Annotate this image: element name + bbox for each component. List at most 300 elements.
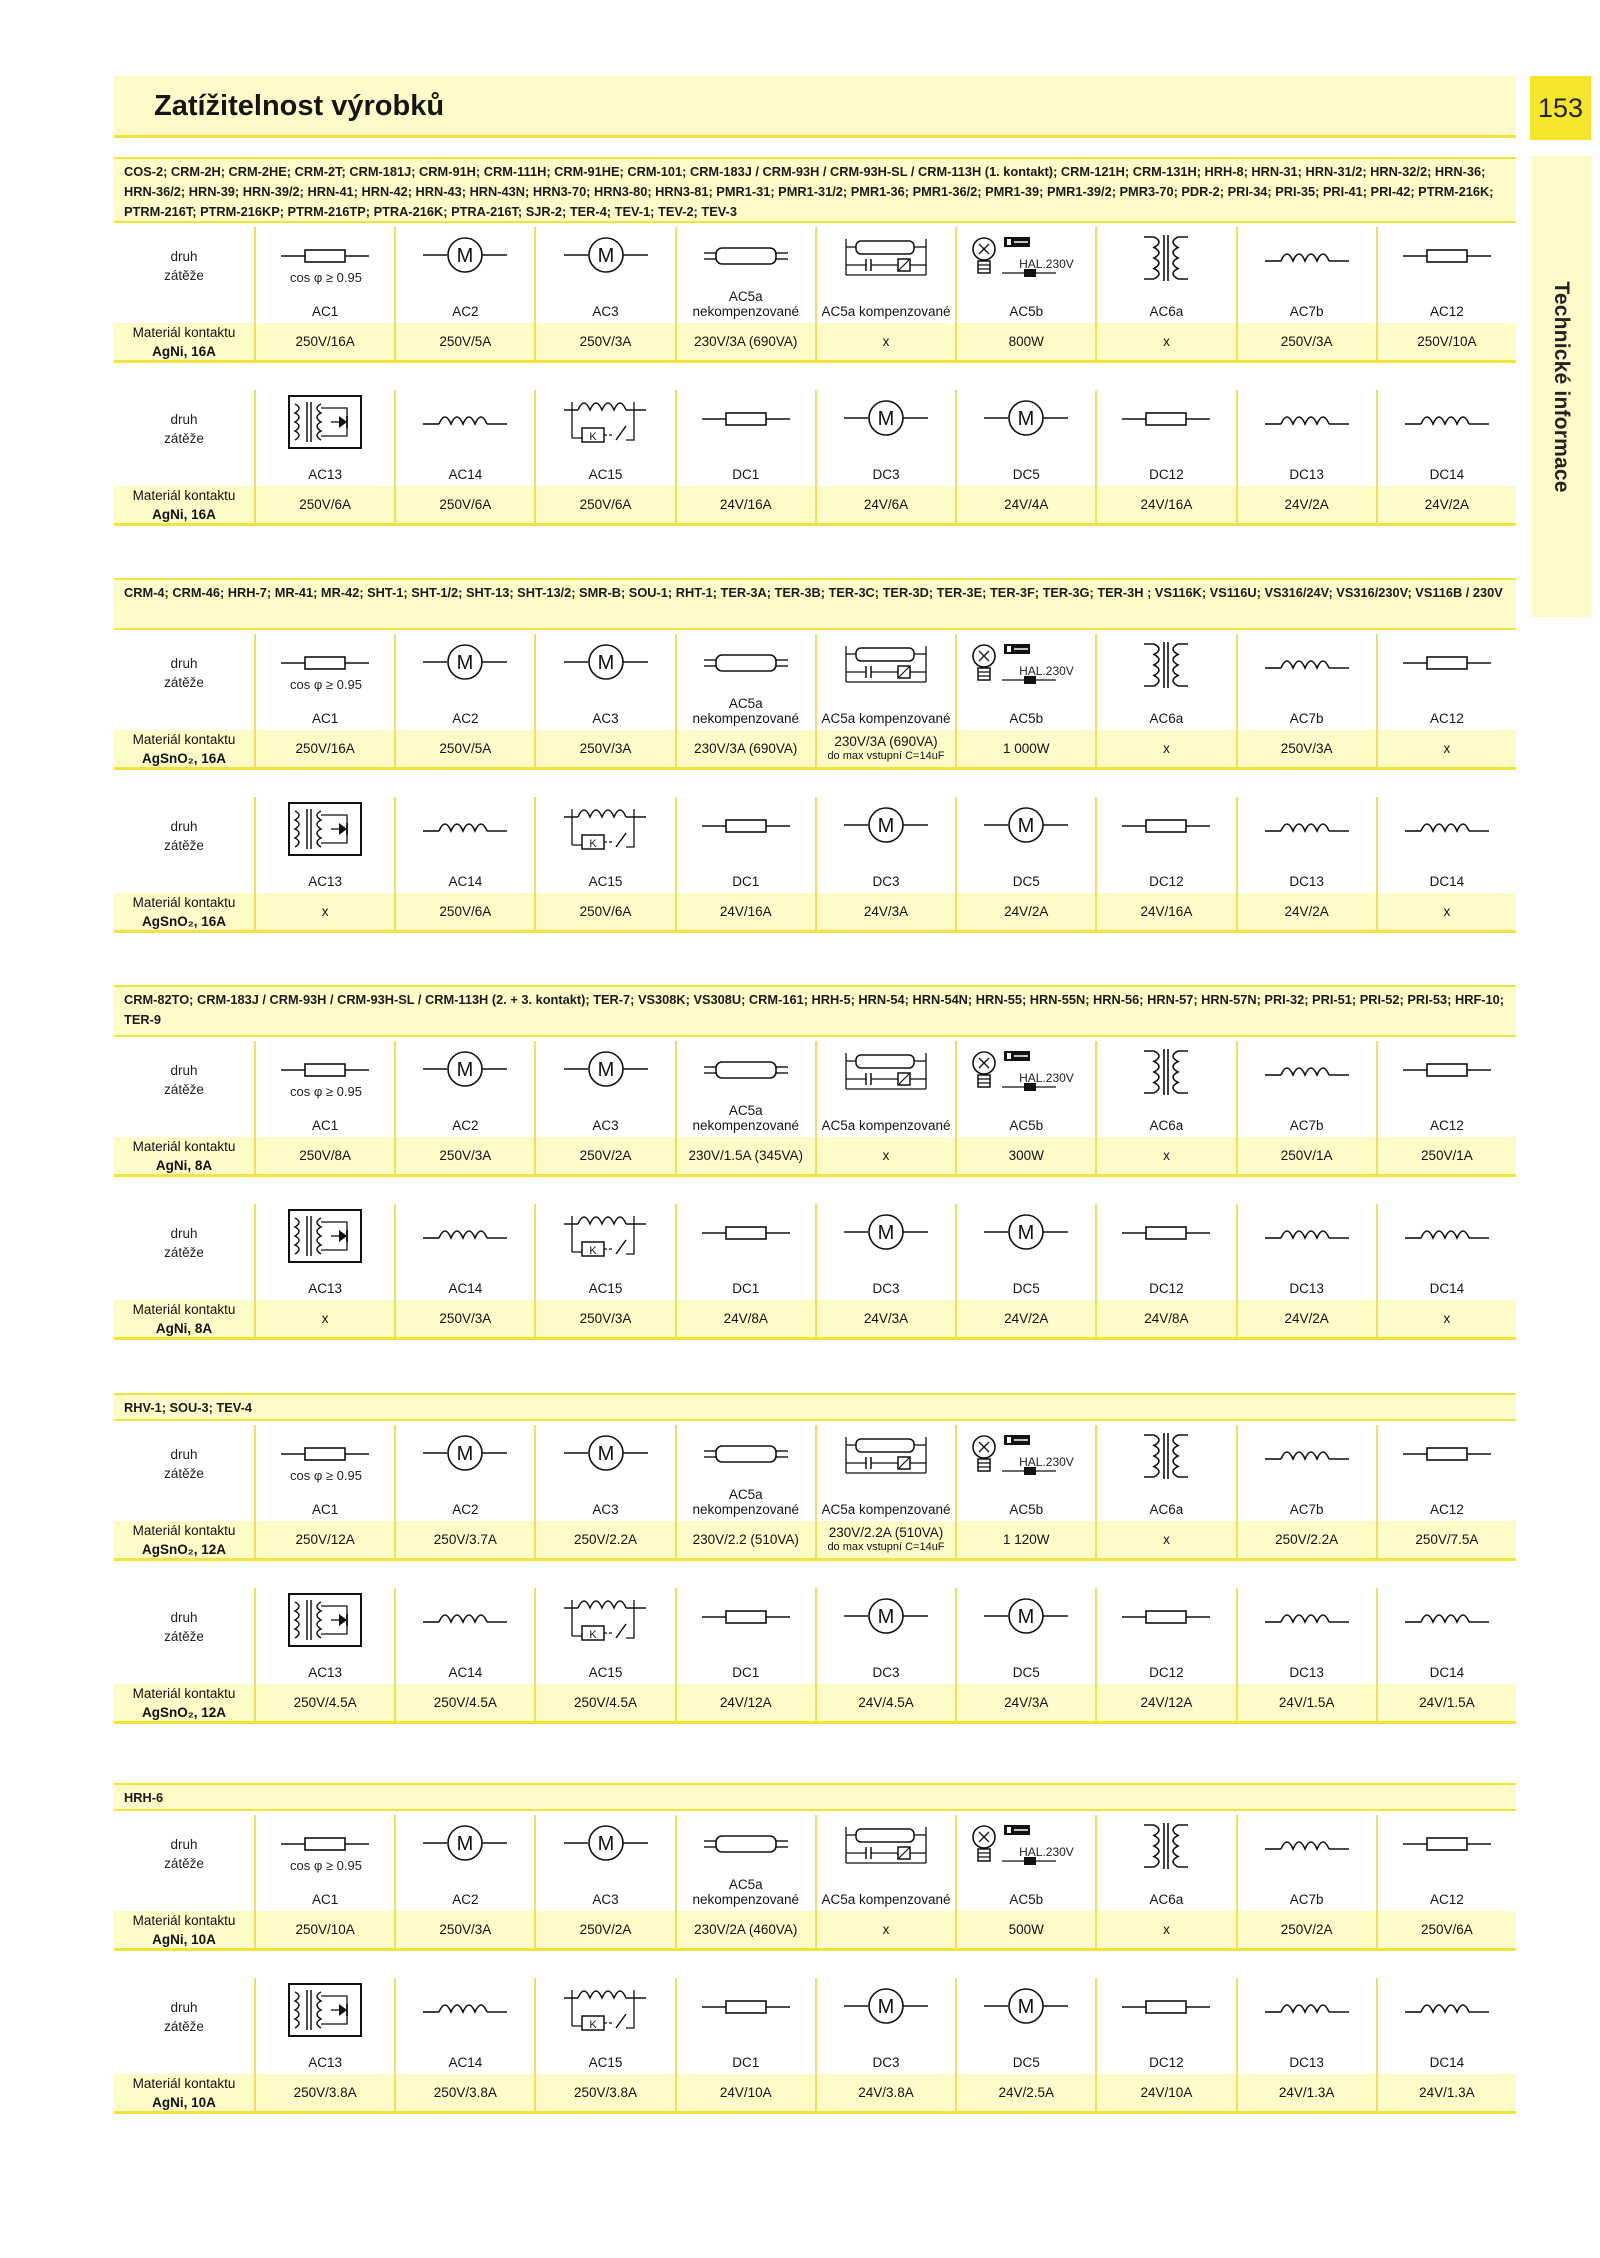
rating-text: 250V/12A [295,1532,355,1547]
load-category-cell [534,1041,674,1137]
load-rating-value [675,730,815,770]
rating-text: x [321,904,329,919]
rating-text: x [321,1311,329,1326]
svg-text:M: M [456,1833,474,1855]
category-code: DC13 [1289,1281,1324,1296]
rating-text: 24V/12A [719,1695,772,1710]
category-code: AC5a kompenzované [821,711,951,726]
cos-phi-note: cos φ ≥ 0.95 [290,270,362,285]
rating-note: do max vstupní C=14uF [827,1540,945,1553]
load-category-cell [675,634,815,730]
rating-text: 250V/10A [1417,334,1477,349]
category-code: AC15 [588,467,623,482]
rating-text: 24V/8A [723,1311,768,1326]
svg-text:M: M [1017,1996,1035,2018]
category-code: AC7b [1289,711,1324,726]
load-category-cell [1236,1204,1376,1300]
label-zateze: zátěže [164,838,204,853]
load-rating-value [534,1911,674,1951]
svg-text:M: M [456,1059,474,1081]
load-rating-value [815,486,955,526]
category-code: AC3 [592,711,619,726]
load-category-cell [955,1978,1095,2074]
load-category-cell [815,227,955,323]
rating-text: 250V/3A [439,1311,492,1326]
material-caption: Materiál kontaktu [132,487,236,503]
product-section [114,985,1516,1336]
svg-text:K: K [588,838,597,850]
rating-text: 24V/3A [1004,1695,1049,1710]
load-category-cell [815,390,955,486]
category-code: DC3 [872,2055,900,2070]
material-value: AgSnO₂, 12A [141,1704,226,1720]
load-category-cell [1236,227,1376,323]
rating-text: 250V/6A [579,904,632,919]
load-rating-value [675,1137,815,1177]
material-caption: Materiál kontaktu [132,1301,236,1317]
load-category-cell [534,390,674,486]
label-druh: druh [170,819,198,834]
load-rating-value [394,486,534,526]
category-code: DC1 [732,1281,760,1296]
load-rating-value [815,1521,955,1561]
load-category-cell [1236,797,1376,893]
category-code: DC5 [1012,874,1040,889]
load-rating-value [534,486,674,526]
category-code: DC1 [732,1665,760,1680]
rating-text: 24V/3.8A [858,2085,914,2100]
category-code: AC7b [1289,1118,1324,1133]
material-caption: Materiál kontaktu [132,1138,236,1154]
label-druh: druh [170,1837,198,1852]
load-category-cell [1095,1425,1235,1521]
load-category-cell [1376,1204,1516,1300]
load-category-cell [955,634,1095,730]
load-category-cell [394,797,534,893]
load-category-cell [394,1204,534,1300]
load-rating-value [675,1684,815,1724]
load-rating-value [955,2074,1095,2114]
load-rating-value [675,1521,815,1561]
load-category-cell [1376,390,1516,486]
contact-material-label [114,1911,254,1951]
svg-text:K: K [588,2019,597,2031]
label-druh: druh [170,1226,198,1241]
material-value: AgNi, 8A [155,1157,213,1173]
category-code: DC1 [732,874,760,889]
load-category-cell [675,1041,815,1137]
load-rating-value [394,1684,534,1724]
rating-text: 250V/1A [1280,1148,1333,1163]
model-list: CRM-82TO; CRM-183J / CRM-93H / CRM-93H-SL / CRM-113H (2. + 3. kontakt); TER-7; VS308K; VS308U; CRM-161; HRH-5; HRN-54; HRN-54N; HRN-55; HRN-55N; HRN-56; HRN-57; HRN-57N; PRI-32; PRI-51; PRI-52; PRI-53; HRF-10; TER-9 [114,985,1516,1037]
load-rating-value [1376,1521,1516,1561]
rating-text: 250V/4.5A [433,1695,497,1710]
rating-text: 250V/3A [1280,334,1333,349]
rating-text: x [1163,741,1170,756]
load-table-row1 [114,634,1516,770]
load-rating-value [1095,893,1235,933]
material-value: AgNi, 8A [155,1320,213,1336]
contact-material-label [114,486,254,526]
category-code: DC12 [1149,467,1184,482]
model-list: COS-2; CRM-2H; CRM-2HE; CRM-2T; CRM-181J; CRM-91H; CRM-111H; CRM-91HE; CRM-101; CRM-183J / CRM-93H / CRM-93H-SL / CRM-113H (1. kontakt); CRM-121H; CRM-131H; HRH-8; HRN-31; HRN-31/2; HRN-32/2; HRN-36; HRN-36/2; HRN-39; HRN-39/2; HRN-41; HRN-42; HRN-43; HRN-43N; HRN3-70; HRN3-80; HRN3-81; PMR1-31; PMR1-31/2; PMR1-36; PMR1-36/2; PMR1-39; PMR1-39/2; PMR3-70; PDR-2; PRI-34; PRI-35; PRI-41; PRI-42; PTRM-216K; PTRM-216T; PTRM-216KP; PTRM-216TP; PTRA-216K; PTRA-216T; SJR-2; TER-4; TEV-1; TEV-2; TEV-3 [114,157,1516,223]
material-value: AgSnO₂, 16A [141,750,226,766]
product-section [114,1393,1516,1720]
load-rating-value [394,1521,534,1561]
load-category-cell [675,1588,815,1684]
rating-text: 250V/3.8A [574,2085,638,2100]
load-rating-value [254,1300,394,1340]
load-category-cell [1095,1815,1235,1911]
load-rating-value [1236,893,1376,933]
material-caption: Materiál kontaktu [132,1685,236,1701]
load-category-cell [675,390,815,486]
material-value: AgNi, 16A [152,506,216,522]
svg-text:M: M [877,1996,895,2018]
rating-text: 230V/1.5A (345VA) [688,1148,804,1163]
material-value: AgSnO₂, 12A [141,1541,226,1557]
category-code: AC15 [588,2055,623,2070]
rating-text: 250V/6A [579,497,632,512]
load-rating-value [1095,323,1235,363]
load-rating-value [254,730,394,770]
rating-text: 250V/4.5A [293,1695,357,1710]
rating-text: 500W [1008,1922,1044,1937]
load-category-cell [675,797,815,893]
svg-text:M: M [877,815,895,837]
category-code: AC5b [1009,304,1044,319]
svg-text:M: M [597,1833,614,1855]
load-rating-value [815,323,955,363]
rating-text: 250V/3A [439,1922,492,1937]
load-rating-value [1376,1300,1516,1340]
title-bar [114,76,1516,138]
load-rating-value [254,1137,394,1177]
material-caption: Materiál kontaktu [132,1912,236,1928]
category-code: AC3 [592,304,619,319]
label-zateze: zátěže [164,1082,204,1097]
category-code: AC1 [311,1892,339,1907]
rating-text: 24V/8A [1144,1311,1189,1326]
load-rating-value [1376,323,1516,363]
contact-material-label [114,730,254,770]
load-type-label [114,1978,254,2074]
rating-text: 250V/3A [579,334,632,349]
contact-material-label [114,1521,254,1561]
category-code: DC13 [1289,2055,1324,2070]
category-code: AC2 [452,304,479,319]
rating-text: x [1163,334,1170,349]
contact-material-label [114,893,254,933]
rating-text: 24V/3A [863,1311,909,1326]
load-category-cell [815,1978,955,2074]
load-category-cell [1236,1815,1376,1911]
rating-text: 250V/7.5A [1415,1532,1479,1547]
load-rating-value [1236,1137,1376,1177]
category-code: AC2 [452,1892,479,1907]
load-type-label [114,1425,254,1521]
model-list: RHV-1; SOU-3; TEV-4 [114,1393,1516,1421]
load-rating-value [1376,486,1516,526]
load-rating-value [1095,2074,1235,2114]
svg-text:M: M [1017,815,1035,837]
rating-text: 250V/2A [1280,1922,1333,1937]
rating-text: x [1163,1532,1170,1547]
label-druh: druh [170,656,198,671]
load-category-cell [534,227,674,323]
rating-text: 250V/5A [439,741,492,756]
rating-text: 24V/1.3A [1419,2085,1475,2100]
category-code: DC3 [872,467,900,482]
load-rating-value [955,730,1095,770]
rating-text: 250V/2A [579,1922,632,1937]
load-category-cell [534,1425,674,1521]
category-code: AC5a kompenzované [821,1892,951,1907]
category-code: AC5a kompenzované [821,304,951,319]
label-zateze: zátěže [164,1629,204,1644]
svg-text:M: M [1017,1222,1035,1244]
rating-text: 24V/10A [1140,2085,1193,2100]
rating-text: 24V/1.3A [1278,2085,1335,2100]
category-code: DC12 [1149,1665,1184,1680]
rating-text: 24V/16A [719,497,772,512]
rating-text: 250V/3.7A [433,1532,497,1547]
load-rating-value [254,1911,394,1951]
load-category-cell [955,390,1095,486]
category-code: AC1 [311,1118,339,1133]
load-rating-value [675,486,815,526]
rating-text: 230V/2.2A (510VA) [828,1524,944,1540]
svg-text:M: M [1017,1606,1035,1628]
category-code: AC1 [311,1502,339,1517]
category-code: DC5 [1012,2055,1040,2070]
halogen-voltage-note: HAL.230V [1019,1071,1074,1085]
rating-text: 250V/3.8A [433,2085,497,2100]
load-category-cell [1376,634,1516,730]
label-druh: druh [170,249,198,264]
rating-text: 230V/2.2 (510VA) [692,1532,799,1547]
category-code: DC14 [1429,1665,1465,1680]
load-category-cell [1376,227,1516,323]
load-rating-value [1095,730,1235,770]
rating-text: 230V/3A (690VA) [834,733,938,749]
cos-phi-note: cos φ ≥ 0.95 [290,677,362,692]
load-rating-value [534,2074,674,2114]
label-druh: druh [170,412,198,427]
load-category-cell [815,1204,955,1300]
category-code: DC3 [872,1665,900,1680]
rating-text: 1 120W [1002,1532,1050,1547]
category-code: AC2 [452,711,479,726]
load-category-cell [394,227,534,323]
category-code: AC12 [1429,1502,1464,1517]
load-rating-value [1236,1684,1376,1724]
load-table-row1 [114,227,1516,363]
rating-text: x [1443,741,1451,756]
svg-text:M: M [597,1443,614,1465]
load-rating-value [534,730,674,770]
category-code: AC12 [1429,711,1464,726]
rating-text: 250V/3.8A [293,2085,357,2100]
load-rating-value [815,2074,955,2114]
category-code: DC14 [1429,2055,1465,2070]
load-rating-value [955,893,1095,933]
cos-phi-note: cos φ ≥ 0.95 [290,1084,362,1099]
svg-text:K: K [588,1629,597,1641]
material-caption: Materiál kontaktu [132,894,236,910]
load-category-cell [1236,1588,1376,1684]
load-rating-value [675,1300,815,1340]
load-rating-value [394,2074,534,2114]
rating-text: 250V/2A [579,1148,632,1163]
rating-text: x [882,1148,890,1163]
load-rating-value [675,1911,815,1951]
label-druh: druh [170,1610,198,1625]
category-code: DC1 [732,2055,760,2070]
category-code: AC1 [311,711,339,726]
load-type-label [114,1815,254,1911]
rating-text: 250V/4.5A [574,1695,638,1710]
load-rating-value [815,1137,955,1177]
cos-phi-note: cos φ ≥ 0.95 [290,1468,362,1483]
load-rating-value [254,1684,394,1724]
load-category-cell [955,227,1095,323]
category-code: AC15 [588,1281,623,1296]
side-tab-label: Technické informace [1550,280,1573,493]
rating-text: 250V/3A [579,741,632,756]
load-rating-value [1095,486,1235,526]
load-category-cell [815,1815,955,1911]
load-category-cell [1095,797,1235,893]
load-category-cell [1376,1815,1516,1911]
load-category-cell [815,797,955,893]
category-code: AC14 [448,1281,483,1296]
halogen-voltage-note: HAL.230V [1019,1455,1074,1469]
load-rating-value [254,1521,394,1561]
rating-text: 250V/3A [439,1148,492,1163]
load-rating-value [1095,1911,1235,1951]
contact-material-label [114,1684,254,1724]
category-code: AC13 [308,1665,342,1680]
load-category-cell [394,1588,534,1684]
load-rating-value [534,323,674,363]
rating-text: 250V/6A [299,497,351,512]
svg-text:M: M [1017,408,1035,430]
category-code: AC5b [1009,1118,1044,1133]
label-zateze: zátěže [164,1856,204,1871]
rating-text: 250V/2.2A [1275,1532,1339,1547]
category-code: AC5a nekompenzované [692,1487,800,1517]
material-caption: Materiál kontaktu [132,2075,236,2091]
load-type-label [114,634,254,730]
category-code: AC2 [452,1118,479,1133]
load-type-label [114,797,254,893]
load-rating-value [815,1684,955,1724]
rating-text: 24V/16A [719,904,772,919]
category-code: DC13 [1289,874,1324,889]
load-rating-value [815,1300,955,1340]
material-caption: Materiál kontaktu [132,1522,236,1538]
cos-phi-note: cos φ ≥ 0.95 [290,1858,362,1873]
side-tab[interactable] [1531,156,1591,617]
label-zateze: zátěže [164,1245,204,1260]
category-code: AC13 [308,874,342,889]
load-category-cell [675,1204,815,1300]
load-category-cell [955,1041,1095,1137]
load-category-cell [1095,227,1235,323]
model-list: HRH-6 [114,1783,1516,1811]
load-rating-value [534,1300,674,1340]
svg-text:M: M [597,652,614,674]
category-code: AC6a [1149,1118,1184,1133]
load-rating-value [1095,1137,1235,1177]
load-category-cell [1376,1588,1516,1684]
load-category-cell [254,1204,394,1300]
category-code: AC5b [1009,1502,1044,1517]
rating-text: x [1163,1148,1170,1163]
label-zateze: zátěže [164,675,204,690]
load-category-cell [955,1815,1095,1911]
load-rating-value [1095,1300,1235,1340]
category-code: AC3 [592,1118,619,1133]
load-rating-value [1236,1300,1376,1340]
category-code: AC5a nekompenzované [692,1103,800,1133]
load-rating-value [675,2074,815,2114]
category-code: AC12 [1429,1118,1464,1133]
load-rating-value [394,1137,534,1177]
load-rating-value [394,1911,534,1951]
rating-text: 24V/16A [1140,904,1193,919]
category-code: AC5a nekompenzované [692,1877,800,1907]
rating-text: 250V/2.2A [574,1532,638,1547]
load-rating-value [955,1684,1095,1724]
load-category-cell [394,1815,534,1911]
rating-text: 250V/8A [299,1148,351,1163]
load-type-label [114,1588,254,1684]
load-table-row2 [114,797,1516,933]
halogen-voltage-note: HAL.230V [1019,1845,1074,1859]
load-rating-value [534,1684,674,1724]
load-rating-value [955,1911,1095,1951]
rating-text: 24V/2A [1424,497,1470,512]
category-code: DC13 [1289,1665,1324,1680]
category-code: AC1 [311,304,339,319]
load-category-cell [1376,797,1516,893]
category-code: AC14 [448,874,483,889]
rating-text: 24V/2A [1284,1311,1329,1326]
rating-text: 250V/6A [439,497,492,512]
label-druh: druh [170,1063,198,1078]
load-rating-value [815,730,955,770]
category-code: AC7b [1289,1892,1324,1907]
category-code: DC3 [872,1281,900,1296]
load-category-cell [815,1588,955,1684]
load-category-cell [1236,1041,1376,1137]
category-code: DC5 [1012,467,1040,482]
load-rating-value [1236,486,1376,526]
category-code: AC5b [1009,1892,1044,1907]
rating-text: 250V/10A [295,1922,355,1937]
load-rating-value [955,1300,1095,1340]
svg-text:M: M [456,652,474,674]
load-rating-value [955,1521,1095,1561]
load-category-cell [675,1978,815,2074]
category-code: DC3 [872,874,900,889]
load-rating-value [1095,1684,1235,1724]
category-code: AC13 [308,1281,342,1296]
load-rating-value [955,486,1095,526]
rating-text: 24V/4.5A [858,1695,914,1710]
